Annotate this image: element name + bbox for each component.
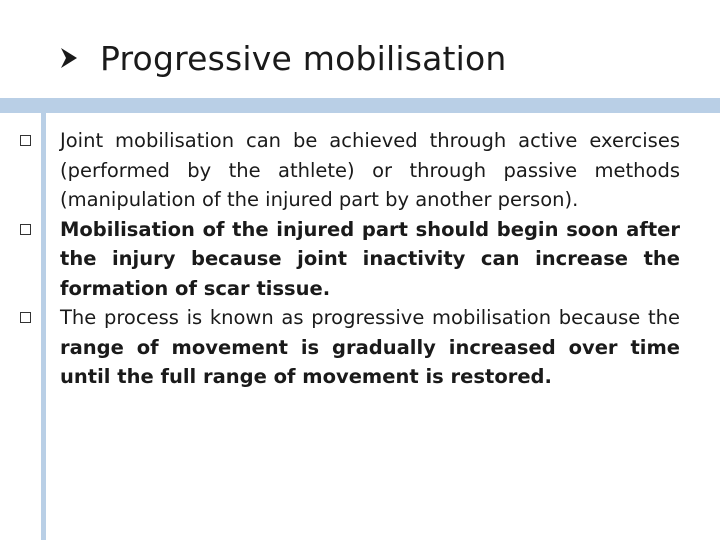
- title-row: [60, 36, 507, 80]
- hollow-square-icon: [20, 135, 31, 146]
- bullet-text: Joint mobilisation can be achieved through active exercises (performed by the athlete) or through passive methods (manipulation of the injured part by another person).: [60, 129, 680, 211]
- bullet-text: Mobilisation of the injured part should begin soon after the injury because joint inactivity can increase the formation of scar tissue.: [60, 217, 680, 300]
- hollow-square-icon: [20, 312, 31, 323]
- bullet-text-plain: The process is known as progressive mobilisation because the: [60, 306, 680, 329]
- bullet-item: [20, 215, 680, 304]
- arrow-right-icon: [60, 47, 78, 69]
- bullet-item: [20, 303, 680, 392]
- header-rule-left: [0, 98, 41, 113]
- bullet-list: [20, 126, 680, 392]
- bullet-text-bold: range of movement is gradually increased over time until the full range of movement is restored.: [60, 335, 680, 388]
- bullet-item: [20, 126, 680, 215]
- hollow-square-icon: [20, 224, 31, 235]
- slide-title: Progressive mobilisation: [100, 38, 507, 78]
- header-rule-right: [46, 98, 720, 113]
